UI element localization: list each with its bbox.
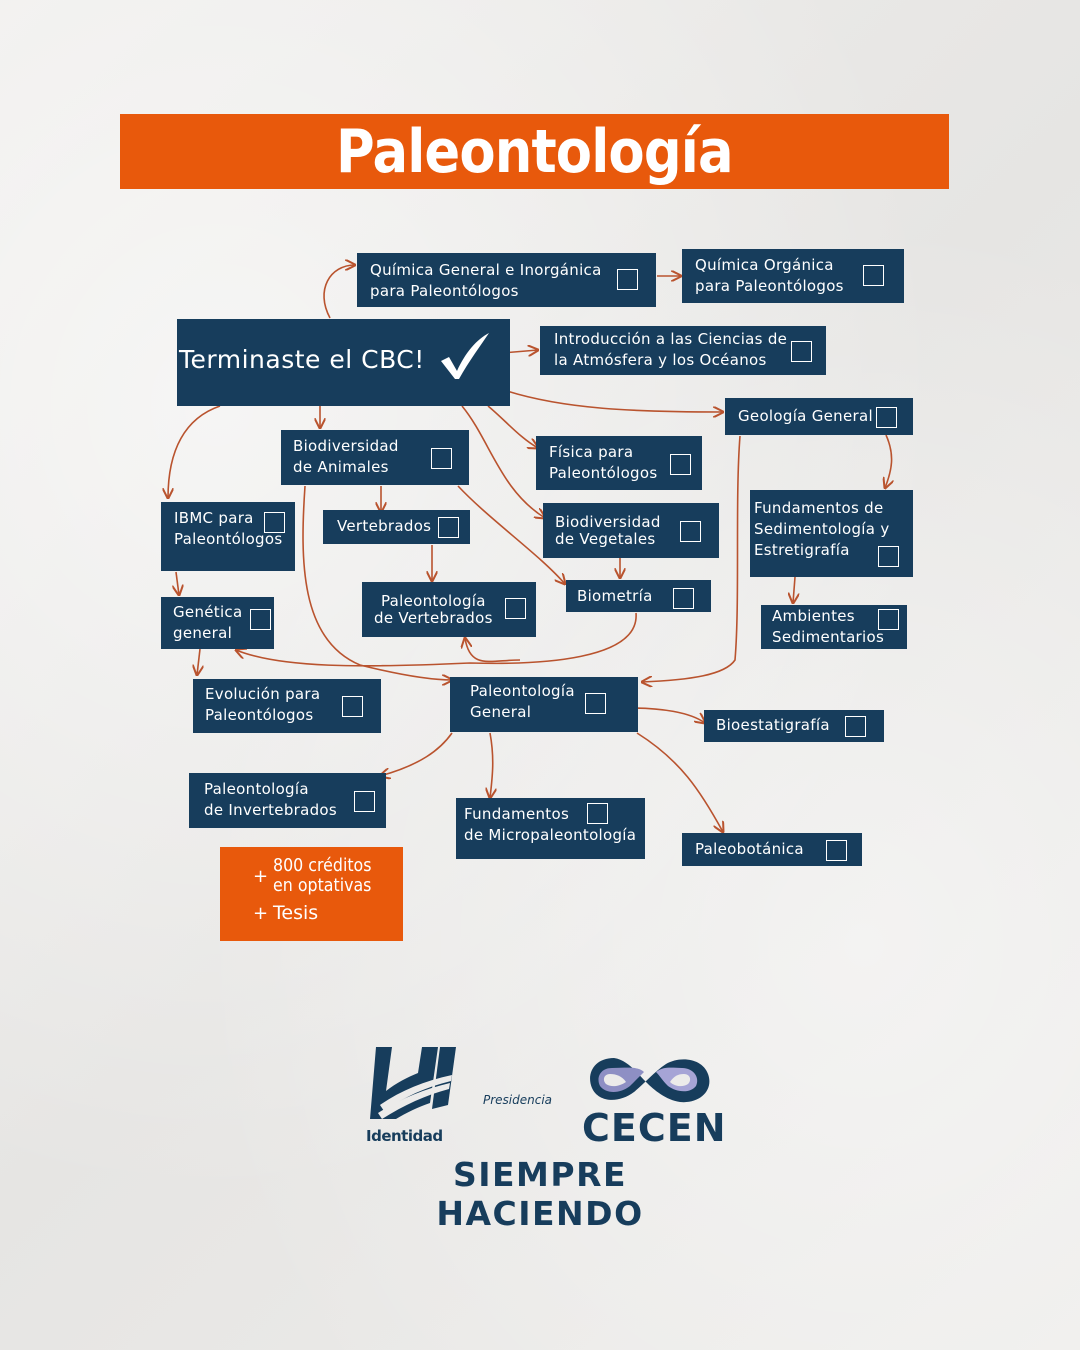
node-micropaleontologia[interactable] <box>456 798 645 859</box>
node-label: Biodiversidad de Animales <box>293 437 399 476</box>
node-ambientes-sedimentarios[interactable] <box>761 605 907 649</box>
node-quimica-organica[interactable] <box>682 249 904 303</box>
checkbox-biometria[interactable] <box>673 588 694 609</box>
checkbox-quimica-organica[interactable] <box>863 265 884 286</box>
node-label: Ambientes Sedimentarios <box>772 607 885 646</box>
node-label: Fundamentos de Sedimentología y Estretigrafía <box>754 499 890 559</box>
checkbox-paleo-invertebrados[interactable] <box>354 791 375 812</box>
slogan: SIEMPRE HACIENDO <box>436 1155 644 1233</box>
node-label: Paleontología de Invertebrados <box>204 780 338 819</box>
arrow-ibmc-genetica <box>176 572 179 595</box>
arrow-paleogeneral-invert <box>380 733 452 776</box>
arrow-cbc-ibmc <box>168 406 220 498</box>
node-label: Química General e Inorgánica para Paleontólogos <box>370 261 602 300</box>
node-fisica[interactable] <box>536 436 702 490</box>
node-label: Fundamentos de Micropaleontología <box>464 805 637 844</box>
checkbox-fisica[interactable] <box>670 454 691 475</box>
checkmark-icon <box>437 331 493 381</box>
node-label: Evolución para Paleontólogos <box>205 685 321 724</box>
checkbox-ambientes-sedimentarios[interactable] <box>878 609 899 630</box>
arrow-cbc-geologia <box>498 388 723 412</box>
arrow-cbc-quimica <box>324 265 355 318</box>
checkbox-biodiversidad-vegetales[interactable] <box>680 521 701 542</box>
arrow-fundamentos-ambientes <box>793 577 795 603</box>
checkbox-paleobotanica[interactable] <box>826 840 847 861</box>
node-paleontologia-general[interactable] <box>450 677 638 732</box>
identidad-logo-text: Identidad <box>366 1127 443 1145</box>
node-label: Paleobotánica <box>695 840 804 858</box>
node-fundamentos-sedimentologia[interactable] <box>750 490 913 577</box>
arrow-biometria-paleovert <box>465 638 520 661</box>
creditos-text: 800 créditos en optativas <box>273 855 372 896</box>
tesis-text: Tesis <box>273 902 319 924</box>
checkbox-fundamentos-sedimentologia[interactable] <box>878 546 899 567</box>
node-geologia-general[interactable] <box>725 398 913 435</box>
checkbox-geologia-general[interactable] <box>876 407 897 428</box>
checkbox-vertebrados[interactable] <box>438 517 459 538</box>
node-label: Biometría <box>577 587 653 605</box>
presidencia-text: Presidencia <box>483 1093 553 1107</box>
arrow-genetica-evolucion <box>197 649 200 675</box>
cecen-logo-text: CECEN <box>582 1106 727 1150</box>
node-label: Paleontología General <box>470 682 575 721</box>
node-biodiversidad-animales[interactable] <box>281 430 469 485</box>
node-label: Física para Paleontólogos <box>549 443 658 482</box>
arrow-paleogeneral-micro <box>490 733 493 798</box>
checkbox-evolucion[interactable] <box>342 696 363 717</box>
checkbox-paleontologia-general[interactable] <box>585 693 606 714</box>
node-biodiversidad-vegetales[interactable] <box>543 503 719 558</box>
node-evolucion[interactable] <box>193 679 381 733</box>
extra-requirements-box <box>220 847 403 941</box>
checkbox-paleo-vertebrados[interactable] <box>505 598 526 619</box>
node-label: Terminaste el CBC! <box>179 345 425 374</box>
node-paleobotanica[interactable] <box>682 833 862 866</box>
node-label: Química Orgánica para Paleontólogos <box>695 256 844 295</box>
checkbox-genetica[interactable] <box>250 609 271 630</box>
node-paleo-vertebrados[interactable] <box>362 582 536 637</box>
node-biometria[interactable] <box>566 580 711 612</box>
checkbox-micropaleontologia[interactable] <box>587 803 608 824</box>
node-vertebrados[interactable] <box>323 510 470 544</box>
checkbox-biodiversidad-animales[interactable] <box>431 448 452 469</box>
node-label: Bioestatigrafía <box>716 716 830 734</box>
node-paleo-invertebrados[interactable] <box>189 773 386 828</box>
checkbox-quimica-general[interactable] <box>617 269 638 290</box>
node-label: Biodiversidad de Vegetales <box>555 513 661 548</box>
arrow-paleogeneral-paleobot <box>637 733 723 832</box>
node-label: IBMC para Paleontólogos <box>174 509 283 548</box>
node-bioestatigrafia[interactable] <box>704 710 884 742</box>
node-quimica-general[interactable] <box>357 253 656 307</box>
node-label: Genética general <box>173 603 243 642</box>
node-genetica[interactable] <box>161 597 274 649</box>
node-label: Paleontología de Vertebrados <box>374 592 493 627</box>
plus-sign: + <box>253 866 269 887</box>
node-terminaste-cbc <box>177 319 510 406</box>
page-title-text: Paleontología <box>336 116 733 187</box>
node-label: Vertebrados <box>337 517 432 535</box>
arrow-cbc-fisica <box>488 406 538 448</box>
node-label: Geología General <box>738 407 873 425</box>
checkbox-bioestatigrafia[interactable] <box>845 716 866 737</box>
plus-sign: + <box>253 903 269 924</box>
checkbox-ibmc[interactable] <box>264 512 285 533</box>
cecen-infinity-icon <box>584 1050 714 1110</box>
node-label: Introducción a las Ciencias de la Atmósfera y los Océanos <box>554 330 788 369</box>
arrow-geologia-fundamentos <box>885 435 892 488</box>
node-ibmc[interactable] <box>161 502 295 571</box>
node-intro-atmosfera[interactable] <box>540 326 826 375</box>
identidad-logo-icon <box>366 1045 458 1125</box>
checkbox-intro-atmosfera[interactable] <box>791 341 812 362</box>
arrow-paleogeneral-bioestat <box>632 708 705 723</box>
